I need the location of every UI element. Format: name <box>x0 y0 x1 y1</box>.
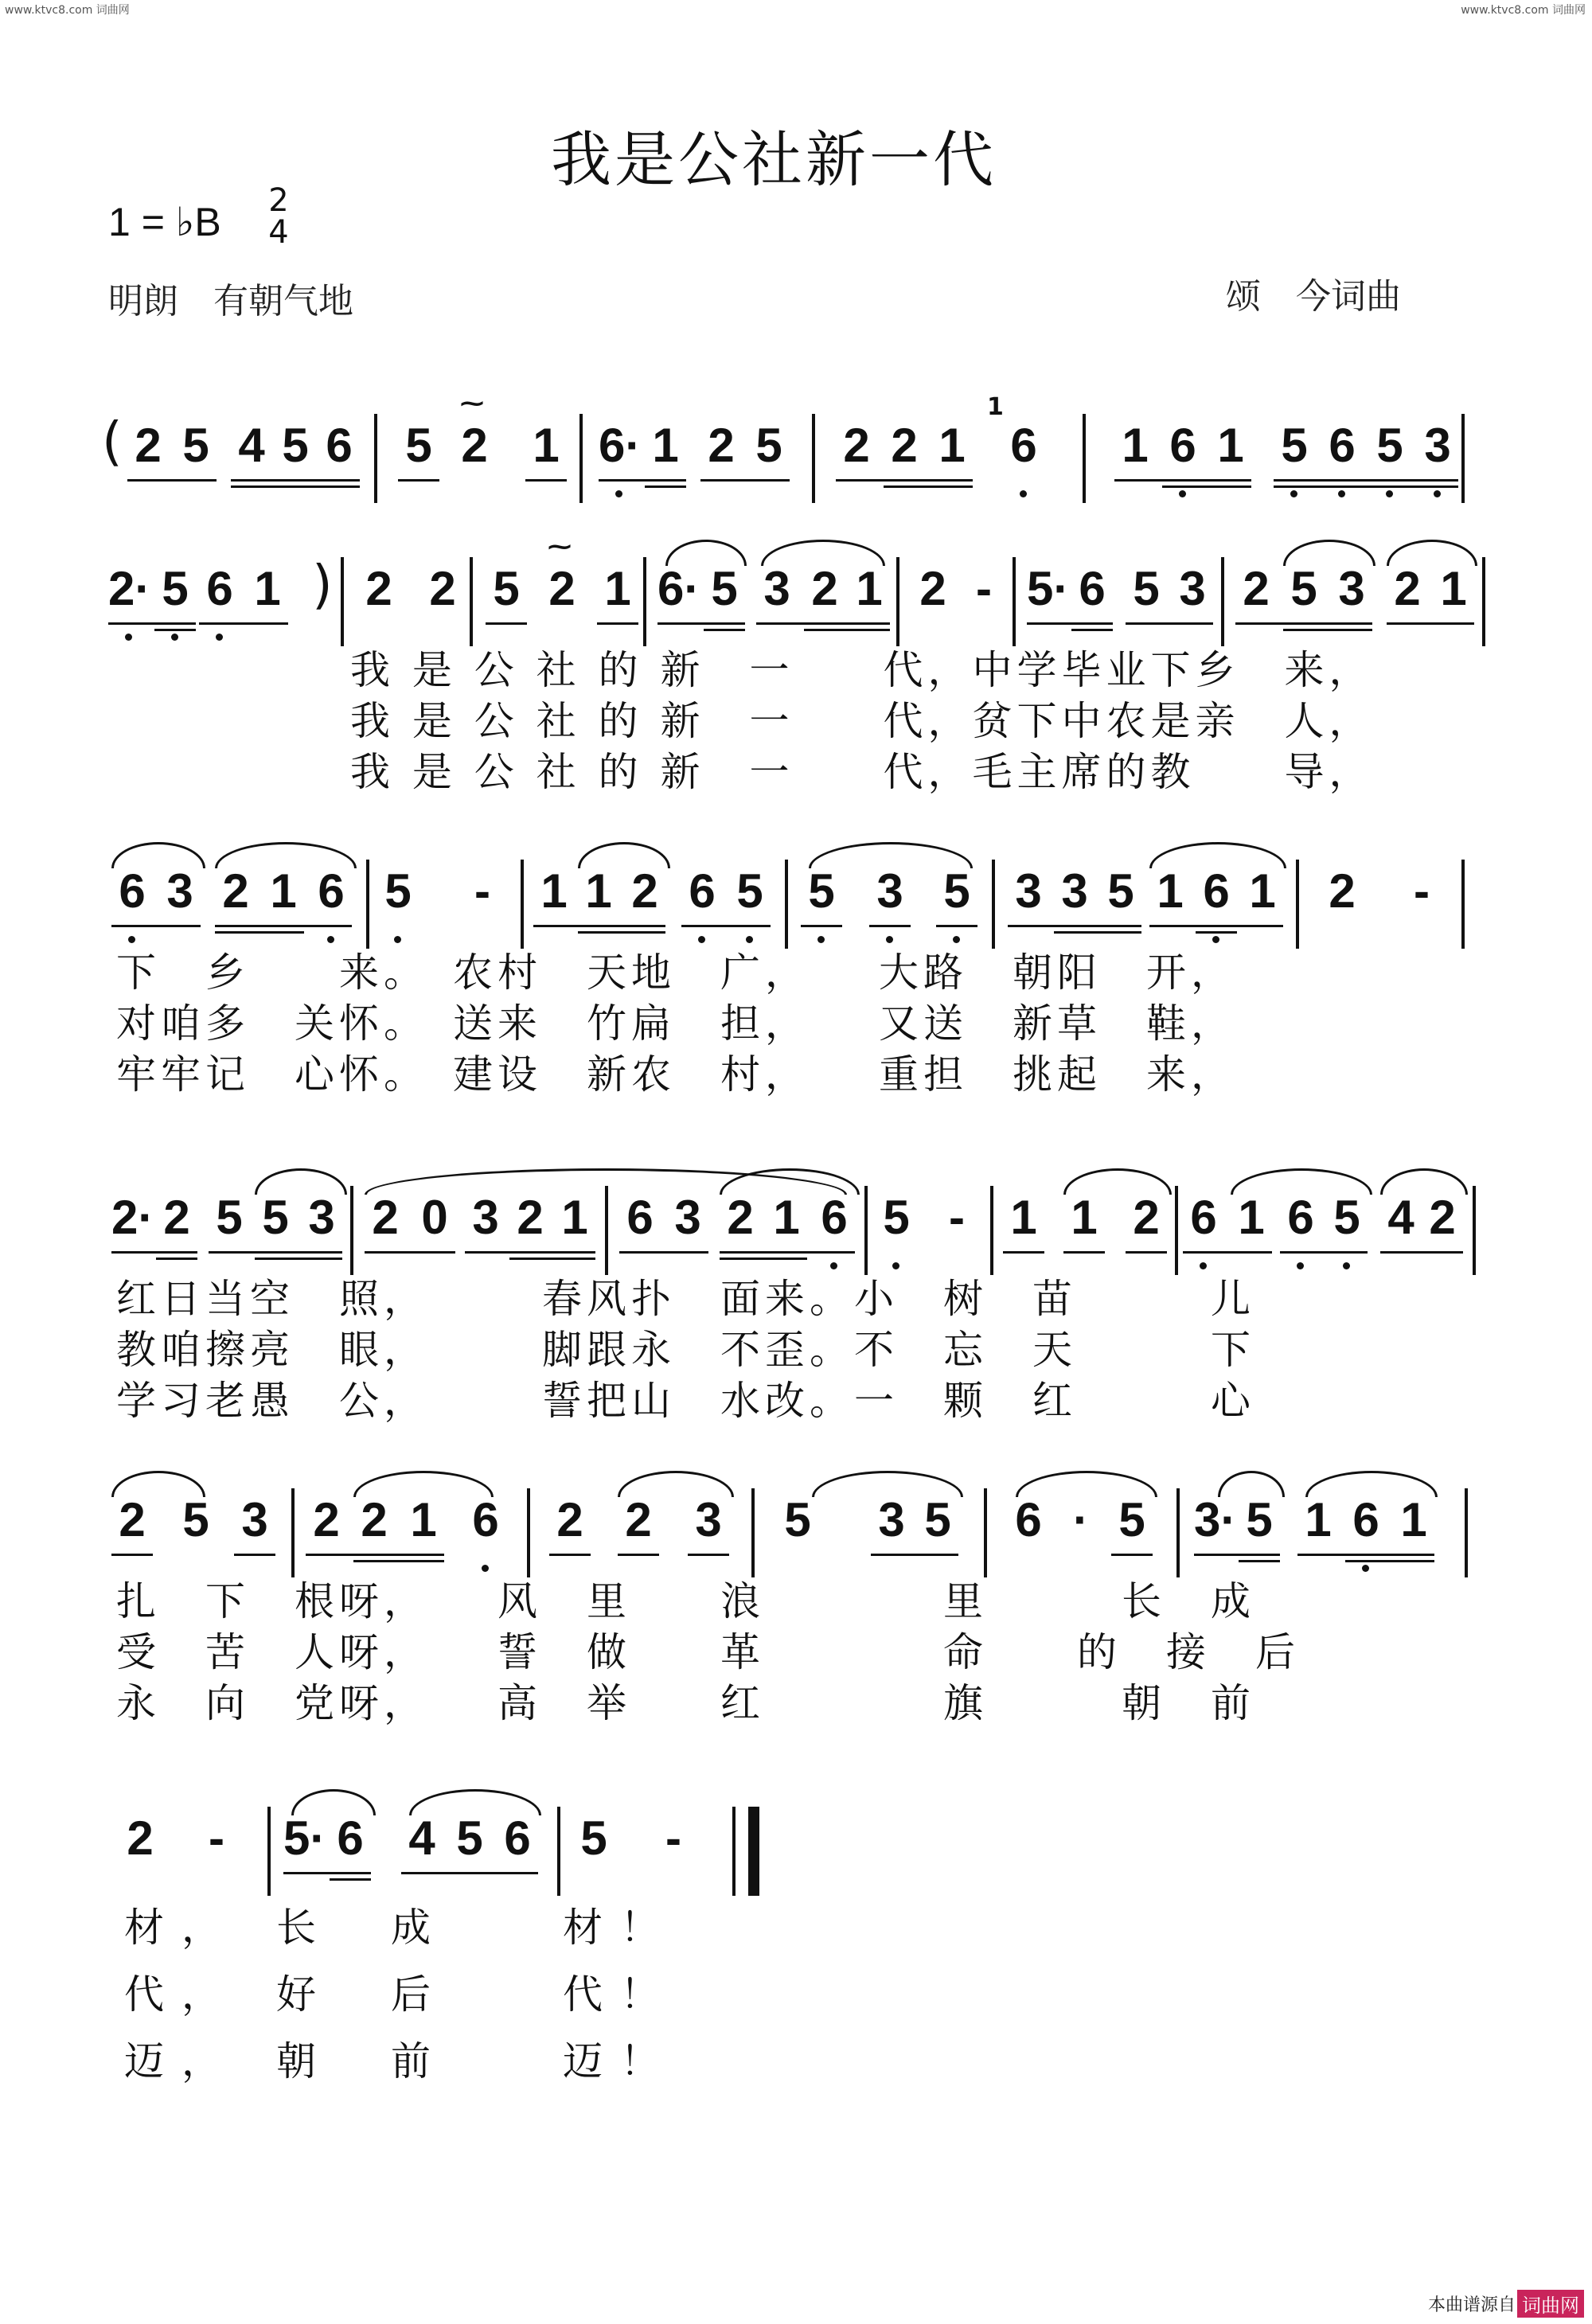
beam <box>619 1251 708 1254</box>
note: 0 <box>421 1191 448 1244</box>
note: 3 <box>1179 562 1206 615</box>
slur <box>1283 540 1375 566</box>
lyric-line: 永 向 党呀， 高 举 红 旗 朝 前 <box>116 1680 1255 1726</box>
note: 2 <box>1133 1191 1160 1244</box>
lyric-line: 下 乡 来。 农村 天地 广， 大路 朝阳 开， <box>116 949 1235 996</box>
note: 1 <box>540 864 568 918</box>
slur <box>1218 1471 1285 1497</box>
beam <box>549 1554 591 1556</box>
beam <box>599 479 686 482</box>
note: 5 <box>1326 1186 1368 1250</box>
note: 3 <box>763 562 790 615</box>
beam <box>1114 479 1251 482</box>
note: 6 <box>504 1811 531 1865</box>
beam <box>597 622 638 625</box>
note: 5 <box>1369 414 1411 478</box>
note: 6 <box>681 860 723 923</box>
barline <box>864 1186 868 1275</box>
note: 2 <box>556 1493 583 1546</box>
note: 2 <box>1243 562 1270 615</box>
note: 3 <box>308 1191 335 1244</box>
note: 5 <box>1290 562 1317 615</box>
beam <box>1149 925 1283 927</box>
beam <box>688 1554 729 1556</box>
beam <box>111 1554 153 1556</box>
grace-note: 1 <box>987 393 1004 421</box>
barline <box>1461 860 1465 949</box>
note: 3 <box>869 860 911 923</box>
note: 3 <box>241 1493 268 1546</box>
barline <box>605 1186 608 1275</box>
note: 1 <box>856 562 883 615</box>
beam <box>199 622 288 625</box>
note: 2 <box>313 1493 340 1546</box>
note: 1 <box>773 1191 800 1244</box>
slur <box>618 1471 734 1497</box>
barline <box>1221 557 1224 646</box>
note: 6 <box>1015 1493 1042 1546</box>
lyric-line: 红日当空 照， 春风扑 面来。小 树 苗 儿 <box>116 1276 1255 1322</box>
beam <box>1126 622 1213 625</box>
note: 2 <box>517 1191 544 1244</box>
note: 5 <box>405 419 432 472</box>
beam <box>1380 1251 1463 1254</box>
beam <box>215 925 352 927</box>
note: 6 <box>199 557 240 621</box>
beam <box>156 1258 197 1260</box>
slur <box>1231 1168 1372 1195</box>
note: · <box>1073 1493 1089 1546</box>
slur <box>215 842 357 868</box>
note: 6 <box>326 419 353 472</box>
time-signature-bottom: 4 <box>268 214 289 251</box>
beam <box>1274 485 1458 488</box>
slur <box>111 1471 205 1497</box>
beam <box>618 1554 659 1556</box>
beam <box>353 1560 444 1562</box>
beam <box>720 1251 855 1254</box>
note: 2 <box>625 1493 652 1546</box>
lyric-line: 代， 好 后 代！ <box>124 1971 677 2018</box>
note: 2 <box>811 562 838 615</box>
note: 2 <box>708 419 735 472</box>
close-paren: ) <box>312 554 333 615</box>
beam <box>1280 1251 1368 1254</box>
note: 5 <box>182 1493 209 1546</box>
lyric-line: 我 是 公 社 的 新 一 代，中学毕业下乡 来， <box>350 647 1374 693</box>
note: 2 <box>429 562 456 615</box>
barline <box>470 557 473 646</box>
slur <box>255 1168 347 1195</box>
beam <box>1196 931 1237 934</box>
note: 2 <box>365 562 392 615</box>
lyric-line: 受 苦 人呀， 誓 做 革 命 的 接 后 <box>116 1629 1300 1675</box>
barline <box>984 1488 987 1577</box>
barline <box>785 860 788 949</box>
beam <box>1003 1251 1044 1254</box>
note: 1 <box>410 1493 437 1546</box>
note: 1 <box>1238 1191 1265 1244</box>
note: 2 <box>127 1811 154 1865</box>
note: 5 <box>936 860 977 923</box>
note: 3 <box>878 1493 905 1546</box>
beam <box>1008 925 1141 927</box>
note: 5 <box>1133 562 1160 615</box>
lyrics-block-3 <box>116 1273 1255 1426</box>
note: 2 <box>891 419 918 472</box>
note: 2 <box>548 562 576 615</box>
barline <box>1465 1488 1468 1577</box>
beam <box>108 622 196 625</box>
barline <box>992 860 995 949</box>
note: 6 <box>111 860 153 923</box>
note: - <box>209 1811 224 1865</box>
note: 6 <box>465 1488 506 1552</box>
final-barline-thick <box>748 1807 759 1896</box>
lyric-line: 教咱擦亮 眼， 脚跟永 不歪。不 忘 天 下 <box>116 1327 1255 1373</box>
note: 1 <box>652 419 679 472</box>
note: 6 <box>337 1811 364 1865</box>
note: 5 <box>1107 864 1134 918</box>
note: 2 <box>222 864 249 918</box>
lyric-line: 扎 下 根呀， 风 里 浪 里 长 成 <box>116 1578 1255 1624</box>
beam <box>836 479 973 482</box>
note: 6 <box>1196 860 1237 923</box>
beam <box>1063 1251 1105 1254</box>
beam <box>801 925 842 927</box>
beam <box>231 479 360 482</box>
note: 1 <box>561 1191 588 1244</box>
note: 6 <box>1280 1186 1321 1250</box>
beam <box>1235 622 1372 625</box>
barline <box>1176 1488 1180 1577</box>
beam <box>234 1554 275 1556</box>
note: 5 <box>377 860 419 923</box>
note: - <box>665 1811 681 1865</box>
note: 6 <box>814 1186 855 1250</box>
note: 1 <box>604 562 631 615</box>
note: 1 <box>1217 419 1244 472</box>
watermark-top-left: www.ktvc8.com 词曲网 <box>5 4 130 17</box>
beam <box>231 485 360 488</box>
note: 1 <box>1305 1493 1332 1546</box>
beam <box>1071 629 1113 631</box>
note: 2· <box>108 557 150 621</box>
note: 6· <box>657 562 700 615</box>
note: 2· <box>111 1191 154 1244</box>
note: 2 <box>1329 864 1356 918</box>
note: 6 <box>1183 1186 1224 1250</box>
lyric-line: 我 是 公 社 的 新 一 代，毛主席的教 导， <box>350 749 1374 795</box>
barline <box>521 860 524 949</box>
barline <box>643 557 646 646</box>
beam <box>111 925 201 927</box>
note: 3 <box>1338 562 1365 615</box>
barline <box>527 1488 530 1577</box>
lyrics-block-2 <box>116 947 1235 1100</box>
beam <box>756 622 890 625</box>
footer-source: 本曲谱源自 <box>1427 2295 1516 2315</box>
final-barline-thin <box>732 1807 736 1896</box>
beam <box>804 629 890 631</box>
note: 6 <box>1345 1488 1387 1552</box>
beam <box>1345 1560 1434 1562</box>
note: 6 <box>1321 414 1363 478</box>
time-signature-top: 2 <box>268 182 289 219</box>
slur <box>809 842 973 868</box>
slur <box>291 1789 376 1815</box>
note: 1 <box>1157 864 1184 918</box>
beam <box>1239 1560 1280 1562</box>
barline <box>1473 1186 1476 1275</box>
lyric-line: 学习老愚 公， 誓把山 水改。一 颗 红 心 <box>116 1378 1255 1424</box>
slur <box>353 1471 494 1497</box>
note: 5 <box>1118 1493 1145 1546</box>
slur <box>1016 1471 1157 1497</box>
note: 1 <box>1400 1493 1427 1546</box>
beam <box>209 1251 342 1254</box>
slur <box>1305 1471 1438 1497</box>
beam <box>486 622 527 625</box>
barline <box>1482 557 1485 646</box>
credit: 颂 今词曲 <box>1226 276 1401 317</box>
beam <box>1126 1251 1167 1254</box>
note: 5 <box>924 1493 951 1546</box>
beam <box>255 1258 342 1260</box>
barline <box>751 1488 755 1577</box>
beam <box>1274 479 1458 482</box>
beam <box>1297 1554 1434 1556</box>
barline <box>1175 1186 1178 1275</box>
note: 5 <box>1274 414 1315 478</box>
beam <box>398 479 439 482</box>
note: - <box>1414 864 1430 918</box>
beam <box>578 931 665 934</box>
barline <box>350 1186 353 1275</box>
beam <box>704 629 745 631</box>
note: 6 <box>1003 414 1044 478</box>
lyric-line: 迈， 朝 前 迈！ <box>124 2038 677 2084</box>
beam <box>154 629 196 631</box>
note: 3 <box>1015 864 1042 918</box>
lyric-line: 材， 长 成 材！ <box>124 1905 677 1951</box>
beam <box>283 1872 371 1874</box>
mordent-icon: ⁓ <box>548 533 572 561</box>
note: 1 <box>585 864 612 918</box>
note: 4 <box>408 1811 435 1865</box>
lyric-line: 牢牢记 心怀。 建设 新农 村， 重担 挑起 来， <box>116 1051 1235 1098</box>
beam <box>869 925 911 927</box>
note: 5 <box>456 1811 483 1865</box>
note: 3 <box>472 1191 499 1244</box>
lyrics-block-4 <box>116 1576 1300 1729</box>
note: 5 <box>1246 1493 1273 1546</box>
beam <box>1183 1251 1272 1254</box>
note: 2 <box>461 419 488 472</box>
note: 5· <box>283 1811 326 1865</box>
key-signature: 1 = ♭B <box>108 200 221 244</box>
watermark-top-right: www.ktvc8.com 词曲网 <box>1461 4 1586 17</box>
beam <box>525 479 567 482</box>
slur <box>665 540 747 566</box>
note: 5 <box>801 860 842 923</box>
note: 4 <box>238 419 265 472</box>
note: 1 <box>270 864 297 918</box>
note: 2 <box>843 419 870 472</box>
note: 5 <box>493 562 520 615</box>
note: 6 <box>1162 414 1204 478</box>
note: 5 <box>282 419 309 472</box>
note: 5 <box>154 557 196 621</box>
slur <box>111 842 205 868</box>
beam <box>306 1554 444 1556</box>
beam <box>330 1878 371 1881</box>
beam <box>1283 629 1372 631</box>
note: 2 <box>135 419 162 472</box>
note: 3 <box>166 864 193 918</box>
note: 2 <box>1394 562 1421 615</box>
slur <box>1063 1168 1172 1195</box>
lyric-line: 对咱多 关怀。 送来 竹扁 担， 又送 新草 鞋， <box>116 1000 1235 1047</box>
note: 6· <box>599 414 640 478</box>
beam <box>111 1251 197 1254</box>
note: 3 <box>674 1191 701 1244</box>
note: 2 <box>1429 1191 1456 1244</box>
slur <box>1149 842 1286 868</box>
barline <box>374 414 377 503</box>
barline <box>1461 414 1465 503</box>
note: 1 <box>1440 562 1467 615</box>
slur <box>409 1789 541 1815</box>
beam <box>533 925 665 927</box>
note: 1 <box>533 419 560 472</box>
beam <box>401 1872 538 1874</box>
beam <box>936 925 977 927</box>
note: 1 <box>1010 1191 1037 1244</box>
beam <box>1387 622 1474 625</box>
song-title: 我是公社新一代 <box>551 124 997 195</box>
mordent-icon: ⁓ <box>460 390 484 418</box>
beam <box>720 1258 807 1260</box>
barline <box>291 1488 295 1577</box>
beam <box>681 925 771 927</box>
beam <box>700 479 790 482</box>
note: 5 <box>580 1811 607 1865</box>
note: 1 <box>1071 1191 1098 1244</box>
slur <box>1380 1168 1468 1195</box>
beam <box>365 1251 455 1254</box>
barline <box>990 1186 993 1275</box>
note: 3 <box>1417 414 1458 478</box>
note: 5 <box>182 419 209 472</box>
note: 5· <box>1027 562 1070 615</box>
note: 5 <box>784 1493 811 1546</box>
note: 2 <box>361 1493 388 1546</box>
note: 5 <box>262 1191 289 1244</box>
lyrics-block-1 <box>350 645 1373 797</box>
slur <box>761 540 885 566</box>
note: 3 <box>1061 864 1088 918</box>
beam <box>1194 1554 1280 1556</box>
note: 6 <box>1079 562 1106 615</box>
barline <box>896 557 899 646</box>
barline <box>1083 414 1086 503</box>
barline <box>267 1807 271 1896</box>
note: 2 <box>919 562 946 615</box>
beam <box>657 622 745 625</box>
beam <box>1054 931 1141 934</box>
note: 1 <box>1249 864 1276 918</box>
note: 5 <box>216 1191 243 1244</box>
open-paren: ( <box>102 411 123 472</box>
note: 5 <box>876 1186 917 1250</box>
note: 5 <box>755 419 782 472</box>
lyric-line: 我 是 公 社 的 新 一 代，贫下中农是亲 人， <box>350 698 1374 744</box>
note: - <box>474 864 490 918</box>
beam <box>215 931 304 934</box>
barline <box>557 1807 560 1896</box>
slur <box>812 1471 963 1497</box>
note: 6 <box>626 1191 654 1244</box>
note: 3· <box>1194 1493 1237 1546</box>
beam <box>884 485 973 488</box>
barline <box>1013 557 1016 646</box>
note: 1 <box>1122 419 1149 472</box>
tempo-mark: 明朗 有朝气地 <box>108 281 353 322</box>
beam <box>1162 485 1251 488</box>
note: 1 <box>938 419 966 472</box>
beam <box>645 485 686 488</box>
beam <box>127 479 217 482</box>
note: 2 <box>727 1191 754 1244</box>
beam <box>1027 622 1113 625</box>
barline <box>366 860 369 949</box>
slur <box>1387 540 1477 566</box>
beam <box>509 1258 595 1260</box>
note: 4 <box>1387 1191 1414 1244</box>
beam <box>1111 1554 1153 1556</box>
barline <box>579 414 583 503</box>
note: 2 <box>163 1191 190 1244</box>
barline <box>341 557 344 646</box>
note: 6 <box>310 860 352 923</box>
note: 2 <box>631 864 658 918</box>
note: 1 <box>254 562 281 615</box>
barline <box>1296 860 1299 949</box>
time-signature <box>263 182 295 251</box>
note: - <box>976 562 992 615</box>
note: 5 <box>711 562 738 615</box>
beam <box>871 1554 958 1556</box>
note: 5 <box>729 860 771 923</box>
note: - <box>949 1191 965 1244</box>
lyrics-block-5 <box>124 1894 677 2095</box>
note: 2 <box>119 1493 146 1546</box>
beam <box>465 1251 595 1254</box>
footer-logo: 词曲网 <box>1517 2290 1584 2318</box>
note: 3 <box>695 1493 722 1546</box>
note: 2 <box>372 1191 399 1244</box>
slur <box>578 842 670 868</box>
barline <box>812 414 815 503</box>
